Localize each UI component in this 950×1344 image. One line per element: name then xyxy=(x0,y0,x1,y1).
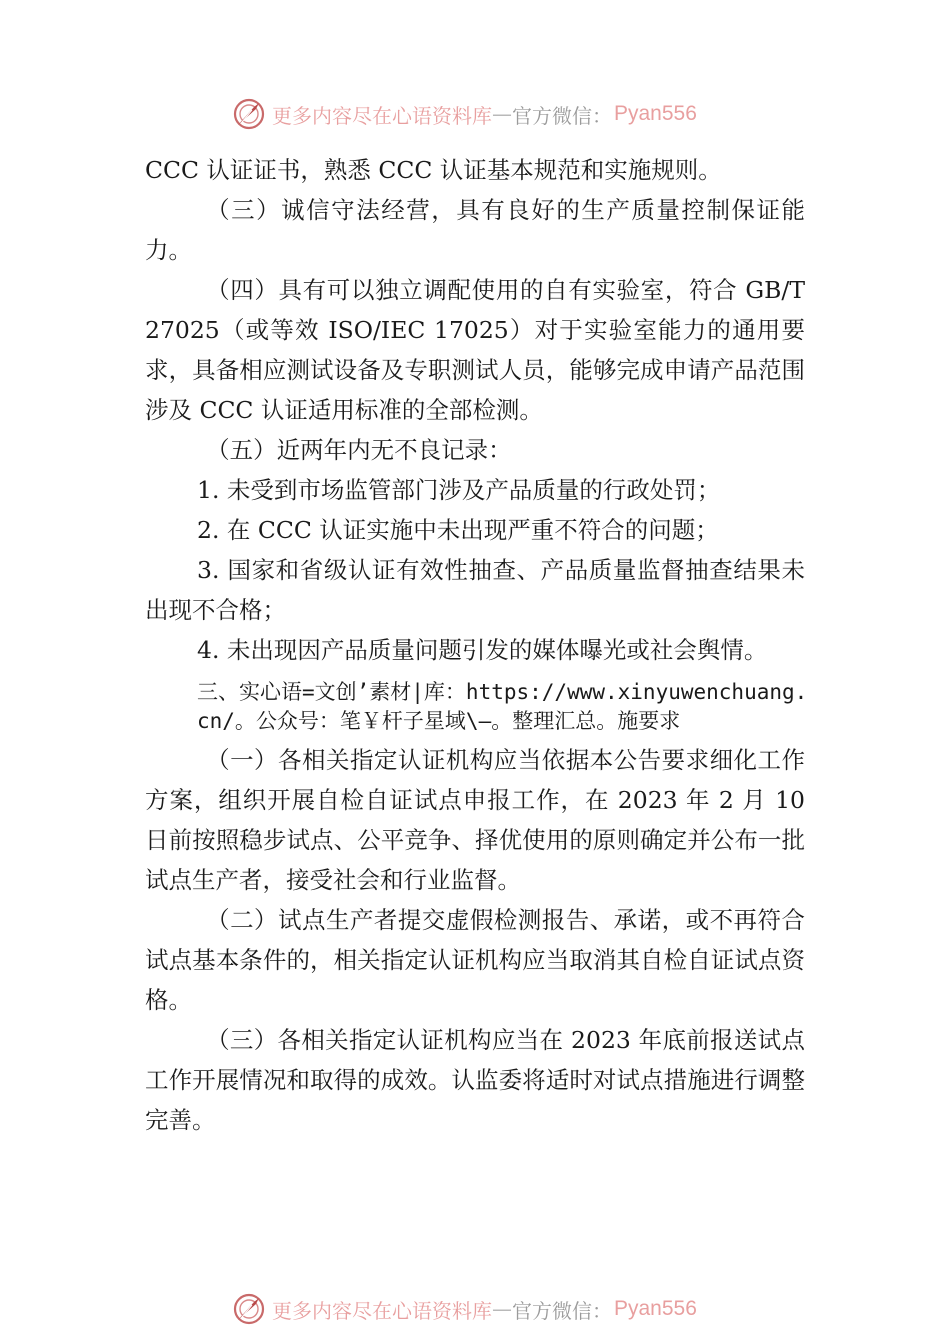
list-item-2: 2. 在 CCC 认证实施中未出现严重不符合的问题； xyxy=(197,516,719,544)
paragraph-pilot-plan: （一）各相关指定认证机构应当依据本公告要求细化工作方案，组织开展自检自证试点申报工作，在 2023 年 2 月 10 日前按照稳步试点、公平竞争、择优使用的原则确定并公布一批试点生产者，接受社会和行业监督。 xyxy=(145,746,805,894)
paragraph-pilot-revocation: （二）试点生产者提交虚假检测报告、承诺，或不再符合试点基本条件的，相关指定认证机构应当取消其自检自证试点资格。 xyxy=(145,906,805,1014)
watermark-separator: — xyxy=(492,1297,512,1321)
list-item-1: 1. 未受到市场监管部门涉及产品质量的行政处罚； xyxy=(197,476,721,504)
watermark-wechat-label: 官方微信： xyxy=(512,103,612,128)
watermark-separator: — xyxy=(492,102,512,126)
paragraph-no-bad-record: （五）近两年内无不良记录： xyxy=(206,436,512,464)
header-watermark xyxy=(232,96,697,132)
watermark-wechat-label: 官方微信： xyxy=(512,1298,612,1323)
quill-logo-icon xyxy=(232,1292,266,1326)
watermark-text: 更多内容尽在心语资料库 xyxy=(272,1298,492,1323)
paragraph-integrity: （三）诚信守法经营，具有良好的生产质量控制保证能力。 xyxy=(145,196,805,264)
watermark-wechat-id: Pyan556 xyxy=(614,1297,697,1320)
paragraph-ccc-certificate: CCC 认证证书，熟悉 CCC 认证基本规范和实施规则。 xyxy=(145,156,722,184)
list-item-3: 3. 国家和省级认证有效性抽查、产品质量监督抽查结果未出现不合格； xyxy=(145,556,805,624)
watermark-text: 更多内容尽在心语资料库 xyxy=(272,103,492,128)
document-body xyxy=(145,150,808,1140)
footer-watermark xyxy=(232,1291,697,1327)
section-heading-implementation: 三、实心语=文创’素材|库：https://www.xinyuwenchuang.cn/。公众号：笔￥杆子星域\—。整理汇总。施要求 xyxy=(197,680,808,733)
paragraph-laboratory: （四）具有可以独立调配使用的自有实验室，符合 GB/T 27025（或等效 ISO/IEC 17025）对于实验室能力的通用要求，具备相应测试设备及专职测试人员，能够完成申请产品范围涉及 CCC 认证适用标准的全部检测。 xyxy=(145,276,805,424)
quill-logo-icon xyxy=(232,97,266,131)
paragraph-pilot-report: （三）各相关指定认证机构应当在 2023 年底前报送试点工作开展情况和取得的成效。认监委将适时对试点措施进行调整完善。 xyxy=(145,1026,805,1134)
list-item-4: 4. 未出现因产品质量问题引发的媒体曝光或社会舆情。 xyxy=(197,636,768,664)
watermark-wechat-id: Pyan556 xyxy=(614,102,697,125)
